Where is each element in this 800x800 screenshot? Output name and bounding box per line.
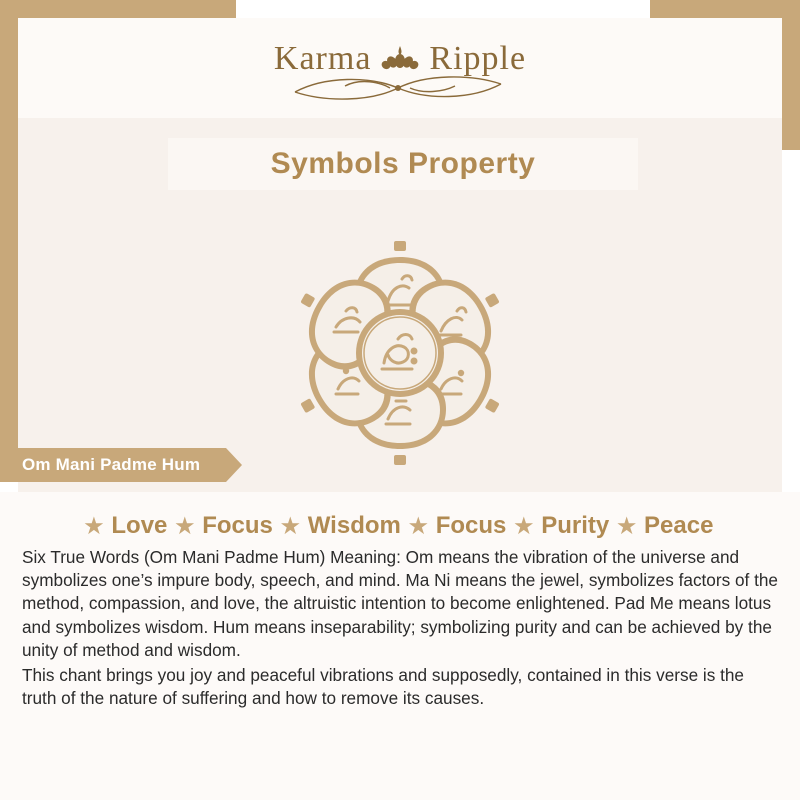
keyword-item: Purity xyxy=(541,512,610,539)
corner-frame-left-lower xyxy=(0,200,18,460)
flourish-icon xyxy=(285,72,515,102)
star-icon: ★ xyxy=(617,514,637,538)
mantra-ribbon-tag xyxy=(0,448,226,482)
mantra-ribbon-label: Om Mani Padme Hum xyxy=(22,455,201,474)
brand-name-right: Ripple xyxy=(429,40,527,77)
corner-frame-top-right xyxy=(650,0,800,18)
description-section xyxy=(0,492,800,800)
keyword-item: Focus xyxy=(202,512,273,539)
page-title xyxy=(168,138,638,190)
corner-frame-top-left xyxy=(0,0,236,18)
page-title-text: Symbols Property xyxy=(270,147,536,180)
star-icon: ★ xyxy=(84,514,104,538)
star-icon: ★ xyxy=(280,514,300,538)
description-paragraph-2: This chant brings you joy and peaceful vibrations and supposedly, contained in this verse is the truth of the nature of suffering and how to remove its causes. xyxy=(22,665,744,709)
star-icon: ★ xyxy=(514,514,534,538)
keyword-item: Peace xyxy=(644,512,714,539)
star-icon: ★ xyxy=(408,514,428,538)
keyword-item: Wisdom xyxy=(307,512,401,539)
keyword-list xyxy=(0,512,800,540)
description-text xyxy=(0,546,800,711)
star-icon: ★ xyxy=(175,514,195,538)
om-mani-padme-hum-mandala-icon xyxy=(250,205,550,490)
corner-frame-left xyxy=(0,0,18,200)
keyword-item: Love xyxy=(111,512,168,539)
brand-name-left: Karma xyxy=(273,40,372,77)
keyword-item: Focus xyxy=(435,512,507,539)
description-paragraph-1: Six True Words (Om Mani Padme Hum) Meaning: Om means the vibration of the universe and symbolizes one’s impure body, speech, and mind. Ma Ni means the jewel, symbolizes factors of the method, compassion, and love, the altruistic intention to become enlightened. Pad Me means lotus and symbolizes wisdom. Hum means inseparability; symbolizing purity and can be achieved by the unity of method and wisdom. xyxy=(22,547,778,660)
